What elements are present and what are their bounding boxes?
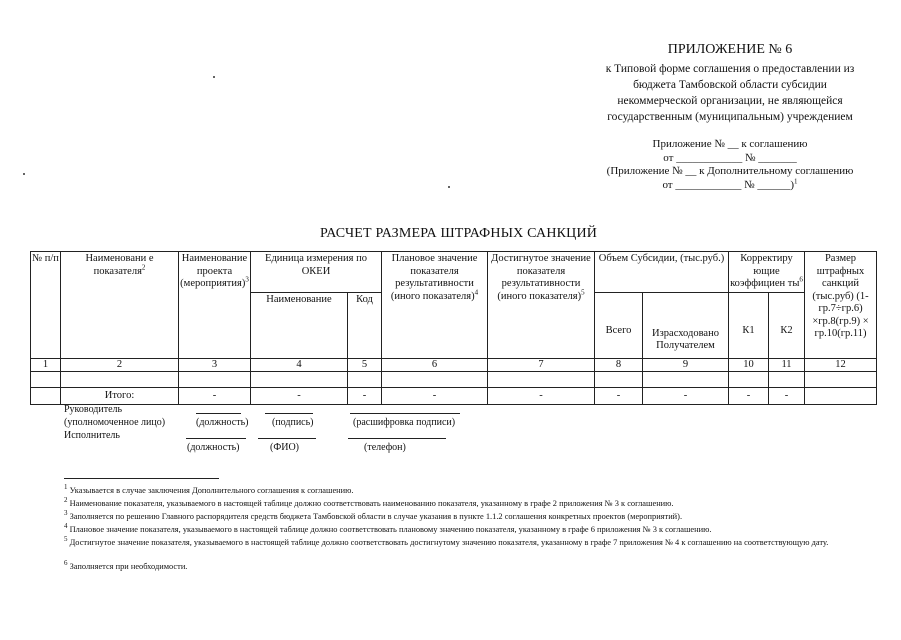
footnote [64,511,864,522]
exec-name-line[interactable] [258,438,316,439]
table-cell[interactable] [31,372,61,388]
table-cell[interactable] [251,372,348,388]
column-number-row [31,358,877,372]
scan-speck [448,186,450,188]
total-cell: - [382,388,488,405]
table-cell[interactable] [805,372,877,388]
total-cell: - [643,388,729,405]
head-label: Руководитель [64,404,123,415]
total-cell: - [769,388,805,405]
total-cell: - [179,388,251,405]
col-num: 6 [382,358,488,372]
agreement-ref-line: Приложение № __ к соглашению [652,138,808,150]
header-achieved-text: Достигнутое значение показателя результативности (иного показателя) [491,253,591,302]
exec-name-caption: (ФИО) [270,442,300,453]
total-cell: - [348,388,382,405]
header-planned-text: Плановое значение показателя результативности (иного показателя) [390,253,478,302]
header-planned [382,252,488,359]
appendix-description [580,61,880,125]
header-penalty: Размер штрафных санкций (тыс.руб) (1-гр.7÷гр.6) ×гр.8(гр.9) × гр.10(гр.11) [805,252,877,359]
appendix-line: бюджета Тамбовской области субсидии [633,79,827,91]
col-num: 4 [251,358,348,372]
header-coef-text: Корректиру ющие коэффициен ты [730,253,800,289]
footnote-separator [64,478,219,479]
footnote [64,561,864,572]
agreement-ref-line: от ____________ № _______ [663,151,797,164]
footnote [64,485,864,496]
total-cell: - [488,388,595,405]
header-project-text: Наименование проекта (мероприятия) [180,253,248,289]
exec-position-caption: (должность) [187,442,240,453]
footnote-text: Заполняется при необходимости. [69,562,188,571]
table-row [31,372,877,388]
header-coef [729,252,805,293]
header-k2: К2 [769,292,805,358]
total-cell: - [251,388,348,405]
head-decoding-caption: (расшифровка подписи) [353,417,456,428]
exec-position-line[interactable] [186,438,246,439]
penalty-table [30,251,877,405]
footnote-marker: 4 [64,522,68,531]
header-indicator [61,252,179,359]
table-cell[interactable] [382,372,488,388]
footnote-text: Наименование показателя, указываемого в настоящей таблице должно соответствовать наименованию показателя, указанному в графе 2 приложения № 3 к соглашению. [69,499,674,508]
col-num: 2 [61,358,179,372]
appendix-title: ПРИЛОЖЕНИЕ № 6 [667,42,793,57]
total-cell: - [595,388,643,405]
head-position-caption: (должность) [196,417,249,428]
footnote-text: Указывается в случае заключения Дополнительного соглашения к соглашению. [69,486,354,495]
col-num: 10 [729,358,769,372]
agreement-ref-line4-text: от ____________ № ______) [662,178,795,191]
footnote [64,537,854,548]
footnote-ref: 5 [581,288,585,296]
footnote-ref: 6 [799,275,803,284]
header-spent: Израсходовано Получателем [643,292,729,358]
appendix-line: государственным (муниципальным) учреждением [607,111,853,123]
total-cell: - [729,388,769,405]
header-unit: Единица измерения по ОКЕИ [251,252,382,293]
header-achieved [488,252,595,359]
appendix-line: к Типовой форме соглашения о предоставлении из [605,63,855,75]
total-label: Итого: [61,388,179,405]
total-cell [805,388,877,405]
header-unit-name: Наименование [251,292,348,358]
exec-phone-line[interactable] [348,438,446,439]
footnote-marker: 3 [64,509,68,518]
table-cell[interactable] [769,372,805,388]
agreement-ref-line: (Приложение № __ к Дополнительному соглашению [606,165,854,177]
head-signature-line[interactable] [265,413,313,414]
total-row [31,388,877,405]
table-cell[interactable] [488,372,595,388]
table-cell[interactable] [61,372,179,388]
appendix-line: некоммерческой организации, не являющейся [617,95,843,107]
scan-speck [213,76,215,78]
footnote-text: Плановое значение показателя, указываемого в настоящей таблице должно соответствовать плановому значению показателя, указанному в графе 6 приложения № 3 к соглашению. [69,525,712,534]
document-title: РАСЧЕТ РАЗМЕРА ШТРАФНЫХ САНКЦИЙ [320,226,598,241]
executor-label: Исполнитель [64,430,120,441]
footnote-text: Достигнутое значение показателя, указываемого в настоящей таблице должно соответствовать достигнутому значению показателя, указанному в графе 7 приложения № 4 к соглашению на соответствующую дату. [69,538,829,547]
footnote-ref: 2 [141,263,146,271]
footnote-marker: 2 [64,496,68,505]
footnote-text: Заполняется по решению Главного распорядителя средств бюджета Тамбовской области в случае указания в пункте 1.1.2 соглашения конкретных проектов (мероприятий). [69,512,683,521]
header-unit-code: Код [348,292,382,358]
agreement-ref-line [580,176,880,193]
header-num: № п/п [31,252,61,359]
agreement-reference [580,138,880,192]
col-num: 1 [31,358,61,372]
head-signature-caption: (подпись) [272,417,314,428]
col-num: 5 [348,358,382,372]
footnote-ref: 1 [794,176,798,185]
footnote-marker: 1 [64,483,68,492]
head-decoding-line[interactable] [350,413,460,414]
table-cell[interactable] [595,372,643,388]
col-num: 3 [179,358,251,372]
header-k1: К1 [729,292,769,358]
col-num: 12 [805,358,877,372]
footnote [64,498,864,509]
total-cell [31,388,61,405]
col-num: 7 [488,358,595,372]
footnote-marker: 5 [64,535,68,544]
exec-phone-caption: (телефон) [364,442,406,453]
col-num: 11 [769,358,805,372]
footnote [64,524,864,535]
table-header-row [31,252,877,293]
header-indicator-text: Наименовани е показателя [85,253,154,277]
header-total: Всего [595,292,643,358]
head-position-line[interactable] [196,413,241,414]
table-cell[interactable] [643,372,729,388]
footnote-ref: 4 [474,288,479,296]
col-num: 9 [643,358,729,372]
scan-speck [23,173,25,175]
table-cell[interactable] [348,372,382,388]
footnote-marker: 6 [64,559,68,568]
footnote-ref: 3 [245,275,249,284]
head-sublabel: (уполномоченное лицо) [64,417,166,428]
table-cell[interactable] [179,372,251,388]
col-num: 8 [595,358,643,372]
header-project [179,252,251,359]
header-subsidy: Объем Субсидии, (тыс.руб.) [595,252,729,293]
table-cell[interactable] [729,372,769,388]
